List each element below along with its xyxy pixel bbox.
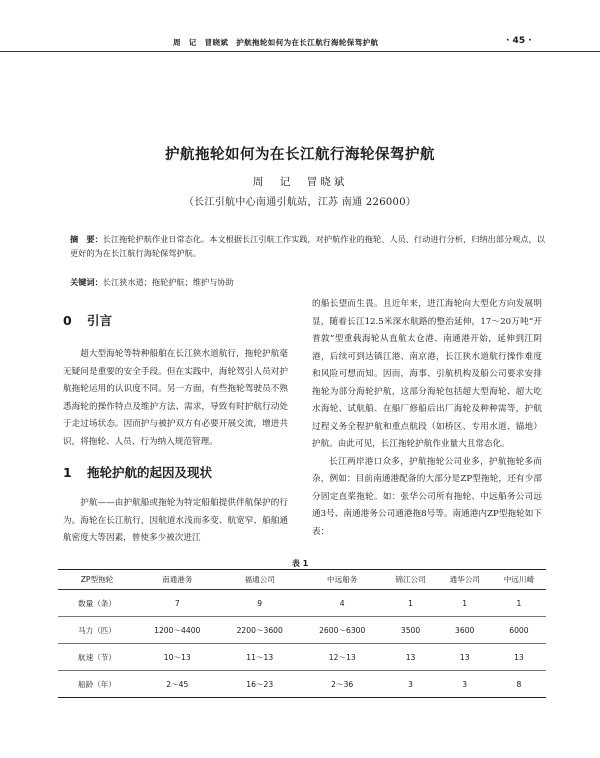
row-label: 数量（条）	[58, 590, 136, 617]
table-cell: 2～36	[331, 679, 354, 689]
table-header-row	[58, 570, 546, 590]
table-cell: 12～13	[301, 644, 383, 671]
table-cell: 8	[516, 679, 522, 689]
paragraph: 长江两岸港口众多，护航拖轮公司业多，护航拖轮多而杂，例如：目前南通港配备的大部分是ZP型拖轮，还有少部分固定直桨拖轮。如：张华公司所有拖轮、中远船务公司远通3号、南通港务公司通港拖8号等。南通港内ZP型拖轮如下表：	[312, 456, 542, 537]
table-cell: 2600～6300	[301, 617, 383, 644]
section-1-body	[63, 495, 288, 548]
table-row	[58, 617, 546, 644]
column-header: 锦江公司	[383, 570, 437, 590]
column-header: 南通港务	[136, 570, 218, 590]
column-header: ZP型拖轮	[58, 570, 136, 590]
keywords-text: 长江狭水道；拖轮护航；维护与协助	[102, 277, 234, 287]
table-cell: 13	[383, 644, 437, 671]
row-label: 马力（匹）	[58, 617, 136, 644]
table-cell: 2200～3600	[218, 617, 300, 644]
table-cell: 1200～4400	[136, 617, 218, 644]
header-rule	[0, 51, 600, 52]
table-cell: 9	[218, 590, 300, 617]
table-cell: 3600	[438, 617, 492, 644]
column-header: 中远船务	[301, 570, 383, 590]
running-title: 周 记 冒晓斌 护航拖轮如何为在长江航行海轮保驾护航	[173, 38, 379, 47]
column-header: 中远川崎	[492, 570, 546, 590]
table-cell: 10～13	[136, 644, 218, 671]
section-number: 0	[63, 313, 72, 328]
table-cell: 2～45	[166, 679, 189, 689]
abstract	[70, 232, 550, 260]
table-cell: 16～23	[246, 679, 274, 689]
table-cell: 13	[438, 644, 492, 671]
article-title: 护航拖轮如何为在长江航行海轮保驾护航	[165, 147, 435, 163]
row-label: 船龄（年）	[78, 679, 116, 689]
abstract-text: 长江拖轮护航作业日常态化。本文根据长江引航工作实践，对护航作业的拖轮、人员、行动进行分析，归纳出部分观点，以更好的为在长江航行海轮保驾护航。	[70, 234, 545, 258]
keywords	[70, 277, 550, 288]
page-number: · 45 ·	[506, 36, 532, 46]
section-title: 拖轮护航的起因及现状	[87, 465, 213, 480]
table-cell: 13	[492, 644, 546, 671]
keywords-label: 关键词：	[70, 277, 103, 287]
section-number: 1	[63, 465, 72, 480]
section-title: 引言	[87, 313, 113, 328]
section-heading-1	[63, 463, 212, 481]
intro-body	[63, 346, 288, 451]
table-cell: 1	[383, 590, 437, 617]
table-row	[58, 644, 546, 671]
table-cell: 6000	[492, 617, 546, 644]
running-head	[0, 36, 600, 50]
abstract-label: 摘 要：	[70, 234, 103, 244]
table-cell: 4	[301, 590, 383, 617]
table-cell: 3	[462, 679, 468, 689]
right-column-body	[312, 296, 542, 541]
table-cell: 1	[438, 590, 492, 617]
affiliation: （长江引航中心南通引航站，江苏 南通 226000）	[183, 197, 417, 208]
tug-table	[58, 569, 546, 698]
table-cell: 7	[136, 590, 218, 617]
column-header: 通华公司	[438, 570, 492, 590]
table-cell: 11～13	[218, 644, 300, 671]
paragraph: 超大型海轮等特种船舶在长江狭水道航行，拖轮护航毫无疑问是重要的安全手段。但在实践中，海轮驾引人员对护航拖轮运用的认识度不同。另一方面，有些拖轮驾驶员不熟悉海轮的操作特点及维护方法、需求，导致有时护航行动处于走过场状态。因而护与被护双方有必要开展交流，增进共识，将拖轮、人员、行为纳入规范管理。	[63, 349, 288, 447]
table-row	[58, 590, 546, 617]
paragraph: 的船长望而生畏。且近年来，进江海轮向大型化方向发展明显，随着长江12.5米深水航路的整治延伸，17～20万吨“开普敦”型重载海轮从直航太仓港、南通港开始，延伸到江阴港，后续可到达镇江港、南京港，长江狭水道航行操作难度和风险可想而知。因而，海事、引航机构及船公司要求安排拖轮为部分海轮护航，这部分海轮包括超大型海轮、超大吃水海轮、试航船、在船厂修船后出厂海轮及种种需等，护航过程义务全程护航和重点航段（如桥区、专用水道、锚地）护航。由此可见，长江拖轮护航作业量大且常态化。	[312, 299, 542, 449]
table-cell: 3500	[383, 617, 437, 644]
section-heading-intro	[63, 311, 112, 329]
column-header: 福通公司	[218, 570, 300, 590]
table-cell: 1	[492, 590, 546, 617]
paragraph: 护航——由护航船或拖轮为特定船舶提供伴航保护的行为。海轮在长江航行，因航道水浅而多变、航宽窄、船舶通航密度大等因素，曾使多少被次进江	[63, 498, 288, 543]
row-label: 航速（节）	[58, 644, 136, 671]
table-caption: 表 1	[291, 559, 309, 568]
authors: 周 记 冒晓斌	[252, 176, 348, 188]
table-row	[58, 671, 546, 698]
table-cell: 3	[408, 679, 413, 689]
